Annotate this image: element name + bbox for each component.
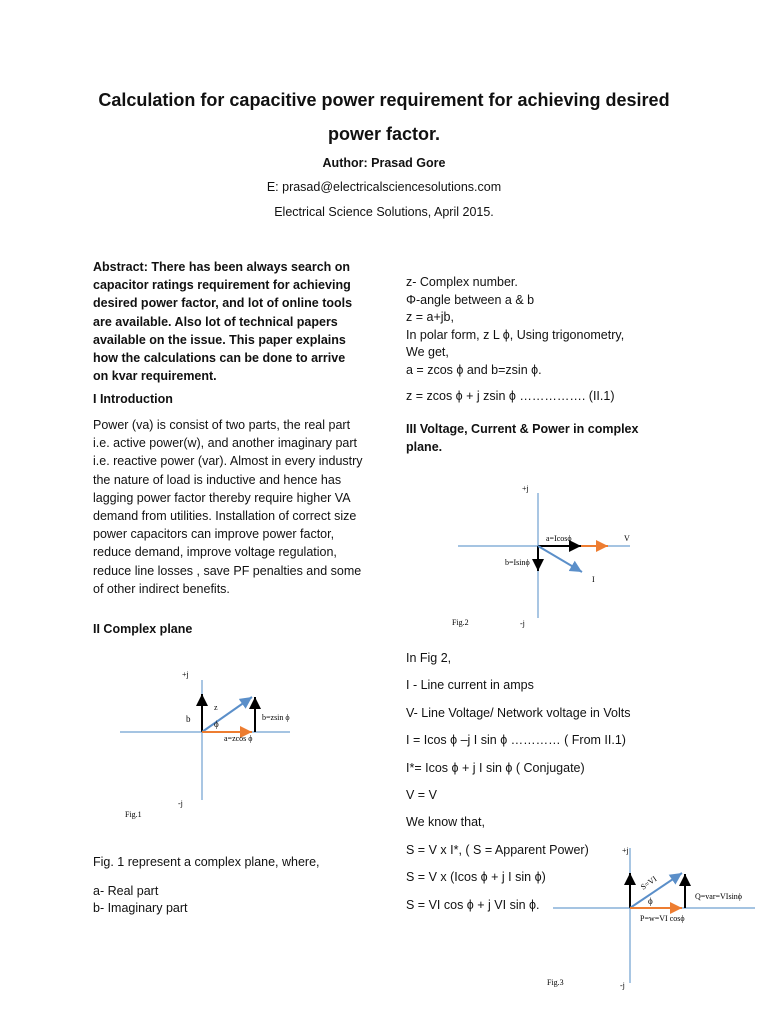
fig1-minus-j: -j xyxy=(178,799,183,808)
introduction-text: Power (va) is consist of two parts, the real part i.e. active power(w), and another imaginary part i.e. reactive power (var). Almost in every industry the nature of load is inductive and hence has lagging power factor thereby require higher VA demand from utilities. Installation of correct size power capacitors can improve power factor, reduce demand, improve voltage regulation, reduce line losses , save PF penalties and some of other indirect benefits. xyxy=(93,418,363,596)
line-current-def: I - Line current in amps xyxy=(406,678,534,692)
definition-line: z- Complex number. xyxy=(406,275,518,289)
fig1-z-label: z xyxy=(214,703,218,712)
fig1-description: Fig. 1 represent a complex plane, where, xyxy=(93,855,320,869)
fig2-minus-j: -j xyxy=(520,619,525,628)
fig3-p-label: P=w=VI cosϕ xyxy=(640,914,685,923)
fig2-i-label: I xyxy=(592,575,595,584)
fig2-i-vector xyxy=(538,546,582,572)
equation-II-1: z = zcos ϕ + j zsin ϕ ……………. (II.1) xyxy=(406,389,615,403)
equation-s2: S = V x (Icos ϕ + j I sin ϕ) xyxy=(406,870,546,884)
fig2-plus-j: +j xyxy=(522,484,529,493)
list-item-b: b- Imaginary part xyxy=(93,901,188,915)
section-complex-plane-heading: II Complex plane xyxy=(93,622,193,636)
figure-2-voltage-current xyxy=(450,478,650,633)
in-fig2-line: In Fig 2, xyxy=(406,651,452,665)
definition-line: In polar form, z L ϕ, Using trigonometry, xyxy=(406,327,625,342)
fig2-caption: Fig.2 xyxy=(452,618,469,627)
list-item-a: a- Real part xyxy=(93,884,159,898)
author-line: Author: Prasad Gore xyxy=(322,156,446,170)
fig1-az-label: a=zcos ϕ xyxy=(224,734,253,743)
fig3-phi-label: ϕ xyxy=(648,896,653,906)
equation-s1: S = V x I*, ( S = Apparent Power) xyxy=(406,843,589,857)
section-voltage-current-heading: III Voltage, Current & Power in complex plane. xyxy=(406,422,639,455)
fig1-phi-label: ϕ xyxy=(214,719,219,729)
paper-title-line2: power factor. xyxy=(327,124,441,144)
fig3-caption: Fig.3 xyxy=(547,978,564,987)
fig3-minus-j: -j xyxy=(620,981,625,990)
fig3-s-label: S=VI xyxy=(638,874,659,892)
fig1-z-vector xyxy=(202,697,252,732)
we-know-line: We know that, xyxy=(406,815,485,829)
fig3-q-label: Q=var=VIsinϕ xyxy=(695,892,743,901)
section-introduction-heading: I Introduction xyxy=(93,392,173,406)
line-voltage-def: V- Line Voltage/ Network voltage in Volts xyxy=(406,706,631,720)
affiliation-line: Electrical Science Solutions, April 2015. xyxy=(274,205,494,219)
fig1-caption: Fig.1 xyxy=(125,810,142,819)
fig1-bz-label: b=zsin ϕ xyxy=(262,713,290,722)
paper-title-line1: Calculation for capacitive power requirement for achieving desired xyxy=(98,90,670,110)
definition-line: a = zcos ϕ and b=zsin ϕ. xyxy=(406,362,542,377)
definition-line: Φ-angle between a & b xyxy=(406,292,535,307)
fig2-b-label: b=Isinϕ xyxy=(505,558,530,567)
definition-line: z = a+jb, xyxy=(406,310,454,324)
equation-current: I = Icos ϕ –j I sin ϕ ………… ( From II.1) xyxy=(406,733,626,747)
figure-1-complex-plane xyxy=(110,660,300,825)
equation-s3: S = VI cos ϕ + j VI sin ϕ. xyxy=(406,898,540,912)
abstract: Abstract: There has been always search on capacitor ratings requirement for achieving desired power factor, and lot of online tools are available. Also lot of technical papers available on the issue. This paper explains how the calculations can be done to arrive on kvar requirement. xyxy=(93,260,353,384)
fig2-v-label: V xyxy=(624,534,630,543)
fig3-plus-j: +j xyxy=(622,846,629,855)
definition-line: We get, xyxy=(406,345,449,359)
equation-conjugate: I*= Icos ϕ + j I sin ϕ ( Conjugate) xyxy=(406,761,585,775)
equation-voltage: V = V xyxy=(406,788,437,802)
definitions-block xyxy=(406,274,624,379)
fig2-a-label: a=Icosϕ xyxy=(546,534,572,543)
fig1-b-label: b xyxy=(186,714,191,724)
figure-3-power-triangle xyxy=(545,838,760,993)
fig1-plus-j: +j xyxy=(182,670,189,679)
email-line: E: prasad@electricalsciencesolutions.com xyxy=(266,180,502,194)
